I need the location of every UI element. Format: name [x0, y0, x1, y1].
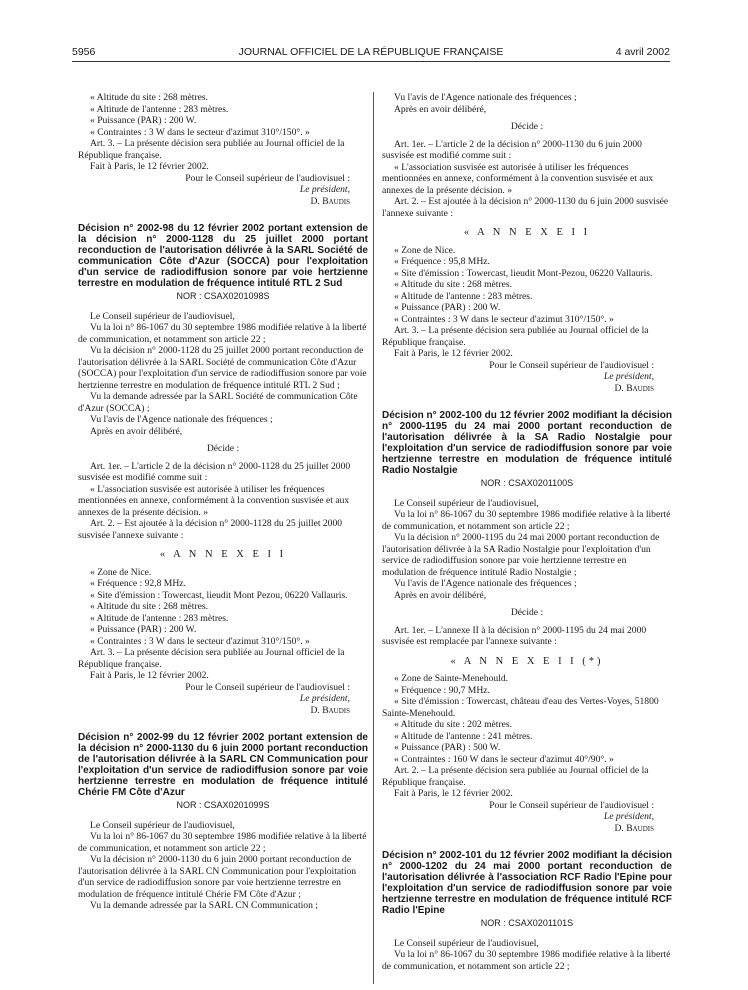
- body-paragraph: Le Conseil supérieur de l'audiovisuel,: [90, 310, 235, 322]
- signature-line: Pour le Conseil supérieur de l'audiovisuel :: [185, 681, 350, 693]
- annex-line: « Fréquence : 92,8 MHz.: [90, 578, 186, 589]
- annex-line: « Zone de Sainte-Menehould.: [394, 673, 509, 684]
- annex-line: « Altitude de l'antenne : 283 mètres.: [394, 290, 533, 302]
- signed-date: Fait à Paris, le 12 février 2002.: [394, 788, 513, 799]
- body-paragraph: Vu la demande adressée par la SARL CN Communication ;: [90, 900, 318, 911]
- body-paragraph: Vu la décision n° 2000-1130 du 6 juin 2000 portant reconduction de l'autorisation délivrée à la SARL CN Communication pour l'exploitation d'un service de radiodiffusion sonore par voie hertzienne terrestre en modulation de fréquence intitulé Chérie FM Côte d'Azur ;: [78, 854, 357, 900]
- article-2: Art. 2. – Est ajoutée à la décision n° 2000-1128 du 25 juillet 2000 susvisée l'annexe suivante :: [78, 518, 343, 541]
- signature-block: [382, 360, 672, 395]
- body-paragraph: Vu la décision n° 2000-1195 du 24 mai 2000 portant reconduction de l'autorisation délivrée à la SA Radio Nostalgie pour l'exploitation d'un service de radiodiffusion sonore par voie hertzienne terrestre en modulation de fréquence intitulé Radio Nostalgie ;: [382, 532, 660, 578]
- nor-reference: NOR : CSAX0201099S: [176, 800, 270, 810]
- quoted-text: « L'association susvisée est autorisée à utiliser les fréquences mentionnées en annexe, conformément à la convention susvisée et aux annexes de la présente décision. »: [382, 161, 654, 196]
- signature-name: D. Baudis: [310, 704, 350, 716]
- decision-title: Décision n° 2002-100 du 12 février 2002 modifiant la décision n° 2000-1195 du 24 mai 2000 portant reconduction de l'autorisation délivrée à la SA Radio Nostalgie pour l'exploitation d'un service de radiodiffusion sonore par voie hertzienne terrestre en modulation de fréquence intitulé Radio Nostalgie: [382, 410, 672, 476]
- annex-line: « Fréquence : 95,8 MHz.: [394, 256, 490, 267]
- annex-line: « Puissance (PAR) : 200 W.: [394, 302, 501, 313]
- signature-role: Le président,: [603, 371, 654, 382]
- annex-line: « Contraintes : 3 W dans le secteur d'azimut 310°/150°. »: [90, 635, 310, 647]
- decision-title: Décision n° 2002-99 du 12 février 2002 portant extension de la décision n° 2000-1130 du 6 juin 2000 portant reconduction de l'autorisation délivrée à la SARL CN Communication pour l'exploitation d'un service de radiodiffusion sonore par voie hertzienne terrestre en modulation de fréquence intitulé Chérie FM Côte d'Azur: [78, 732, 368, 798]
- annex-line: « Altitude de l'antenne : 283 mètres.: [90, 612, 229, 624]
- annex-line: « Zone de Nice.: [394, 244, 456, 256]
- annex-line: « Altitude du site : 268 mètres.: [90, 601, 209, 612]
- article-2: Art. 2. – Est ajoutée à la décision n° 2000-1130 du 6 juin 2000 susvisée l'annexe suivante :: [382, 196, 669, 219]
- body-paragraph: Le Conseil supérieur de l'audiovisuel,: [394, 937, 539, 949]
- annex-line: « Contraintes : 3 W dans le secteur d'azimut 310°/150°. »: [394, 313, 614, 325]
- signature-name: D. Baudis: [310, 195, 350, 207]
- annex-heading: « A N N E X E I I: [159, 549, 287, 560]
- annex-line: « Puissance (PAR) : 200 W.: [90, 624, 197, 635]
- body-paragraph: Après en avoir délibéré,: [394, 589, 487, 601]
- decision-title: Décision n° 2002-101 du 12 février 2002 modifiant la décision n° 2000-1202 du 24 mai 2000 portant reconduction de l'autorisation délivrée à l'association RCF Radio l'Epine pour l'exploitation d'un service de radiodiffusion sonore par voie hertzienne terrestre en modulation de fréquence intitulé RCF Radio l'Epine: [382, 850, 672, 916]
- signature-role: Le président,: [603, 811, 654, 822]
- decide-heading: Décide :: [510, 607, 544, 618]
- body-paragraph: Vu la décision n° 2000-1128 du 25 juillet 2000 portant reconduction de l'autorisation délivrée à la SARL Société de communication Côte d'Azur (SOCCA) pour l'exploitation d'un service de radiodiffusion sonore par voie hertzienne terrestre en modulation de fréquence intitulé RTL 2 Sud ;: [78, 345, 367, 391]
- body-paragraph: Vu la demande adressée par la SARL Société de communication Côte d'Azur (SOCCA) ;: [78, 391, 358, 414]
- body-paragraph: Vu l'avis de l'Agence nationale des fréquences ;: [90, 414, 273, 425]
- annex-line: « Contraintes : 160 W dans le secteur d'azimut 40°/90°. »: [394, 753, 614, 765]
- signature-block: [382, 800, 672, 835]
- article-3: Art. 3. – La présente décision sera publiée au Journal officiel de la République française.: [78, 138, 345, 161]
- column-divider: [373, 92, 374, 984]
- body-paragraph: Après en avoir délibéré,: [394, 103, 487, 115]
- signed-date: Fait à Paris, le 12 février 2002.: [394, 348, 513, 359]
- signature-name: D. Baudis: [614, 382, 654, 394]
- page-header: [72, 47, 670, 62]
- signature-role: Le président,: [299, 184, 350, 195]
- signature-role: Le président,: [299, 693, 350, 704]
- right-column: [382, 92, 672, 972]
- article-1: Art. 1er. – L'article 2 de la décision n° 2000-1128 du 25 juillet 2000 susvisée est modifié comme suit :: [78, 460, 351, 483]
- decision-title: Décision n° 2002-98 du 12 février 2002 portant extension de la décision n° 2000-1128 du 25 juillet 2000 portant reconduction de l'autorisation délivrée à la SARL Société de communication Côte d'Azur (SOCCA) pour l'exploitation d'un service de radiodiffusion sonore par voie hertzienne terrestre en modulation de fréquence intitulé RTL 2 Sud: [78, 223, 368, 289]
- body-paragraph: Vu la loi n° 86-1067 du 30 septembre 1986 modifiée relative à la liberté de communication, et notamment son article 22 ;: [78, 322, 367, 345]
- annex-heading: « A N N E X E I I: [463, 227, 591, 238]
- annex-line: « Fréquence : 90,7 MHz.: [394, 684, 490, 696]
- body-paragraph: Vu la loi n° 86-1067 du 30 septembre 1986 modifiée relative à la liberté de communication, et notamment son article 22 ;: [78, 831, 367, 854]
- signed-date: Fait à Paris, le 12 février 2002.: [90, 161, 209, 172]
- annex-line: « Site d'émission : Towercast, lieudit Mont Pezou, 06220 Vallauris.: [90, 589, 348, 601]
- signature-block: [78, 682, 368, 717]
- body-paragraph: Vu l'avis de l'Agence nationale des fréquences ;: [394, 578, 577, 589]
- annex-line: « Contraintes : 3 W dans le secteur d'azimut 310°/150°. »: [90, 126, 310, 138]
- annex-line: « Altitude de l'antenne : 283 mètres.: [90, 103, 229, 115]
- nor-reference: NOR : CSAX0201098S: [176, 291, 270, 301]
- annex-line: « Altitude du site : 202 mètres.: [394, 719, 513, 730]
- signature-name: D. Baudis: [614, 822, 654, 834]
- annex-line: « Zone de Nice.: [90, 566, 152, 578]
- article-3: Art. 3. – La présente décision sera publiée au Journal officiel de la République française.: [78, 647, 345, 670]
- body-paragraph: Le Conseil supérieur de l'audiovisuel,: [394, 497, 539, 509]
- page-number: 5956: [72, 46, 96, 58]
- body-paragraph: Vu la loi n° 86-1067 du 30 septembre 1986 modifiée relative à la liberté de communication, et notamment son article 22 ;: [382, 949, 671, 972]
- annex-line: « Puissance (PAR) : 200 W.: [90, 115, 197, 126]
- decide-heading: Décide :: [510, 121, 544, 132]
- body-paragraph: Après en avoir délibéré,: [90, 425, 183, 437]
- annex-line: « Altitude de l'antenne : 241 mètres.: [394, 730, 533, 742]
- journal-title: JOURNAL OFFICIEL DE LA RÉPUBLIQUE FRANÇAISE: [238, 46, 504, 58]
- left-column: [78, 92, 368, 912]
- signature-line: Pour le Conseil supérieur de l'audiovisuel :: [489, 359, 654, 371]
- nor-reference: NOR : CSAX0201101S: [480, 918, 574, 928]
- decide-heading: Décide :: [206, 443, 240, 454]
- annex-line: « Site d'émission : Towercast, lieudit Mont-Pezou, 06220 Vallauris.: [394, 267, 653, 279]
- annex-line: « Puissance (PAR) : 500 W.: [394, 742, 501, 753]
- issue-date: 4 avril 2002: [615, 46, 670, 58]
- article-2: Art. 2. – La présente décision sera publiée au Journal officiel de la République française.: [382, 765, 649, 788]
- body-paragraph: Vu la loi n° 86-1067 du 30 septembre 1986 modifiée relative à la liberté de communication, et notamment son article 22 ;: [382, 509, 671, 532]
- body-paragraph: Le Conseil supérieur de l'audiovisuel,: [90, 819, 235, 831]
- annex-heading: « A N N E X E I I (*): [450, 655, 604, 667]
- signature-line: Pour le Conseil supérieur de l'audiovisuel :: [489, 799, 654, 811]
- annex-line: « Site d'émission : Towercast, château d'eau des Vertes-Voyes, 51800 Sainte-Menehould.: [382, 696, 659, 719]
- article-1: Art. 1er. – L'annexe II à la décision n° 2000-1195 du 24 mai 2000 susvisée est remplacée par l'annexe suivante :: [382, 624, 647, 647]
- article-3: Art. 3. – La présente décision sera publiée au Journal officiel de la République française.: [382, 325, 649, 348]
- annex-line: « Altitude du site : 268 mètres.: [90, 92, 209, 103]
- signature-block: [78, 173, 368, 208]
- signed-date: Fait à Paris, le 12 février 2002.: [90, 670, 209, 681]
- article-1: Art. 1er. – L'article 2 de la décision n° 2000-1130 du 6 juin 2000 susvisée est modifié comme suit :: [382, 138, 642, 161]
- nor-reference: NOR : CSAX0201100S: [480, 478, 574, 488]
- quoted-text: « L'association susvisée est autorisée à utiliser les fréquences mentionnées en annexe, conformément à la convention susvisée et aux annexes de la présente décision. »: [78, 483, 350, 518]
- signature-line: Pour le Conseil supérieur de l'audiovisuel :: [185, 172, 350, 184]
- annex-line: « Altitude du site : 268 mètres.: [394, 279, 513, 290]
- body-paragraph: Vu l'avis de l'Agence nationale des fréquences ;: [394, 92, 577, 103]
